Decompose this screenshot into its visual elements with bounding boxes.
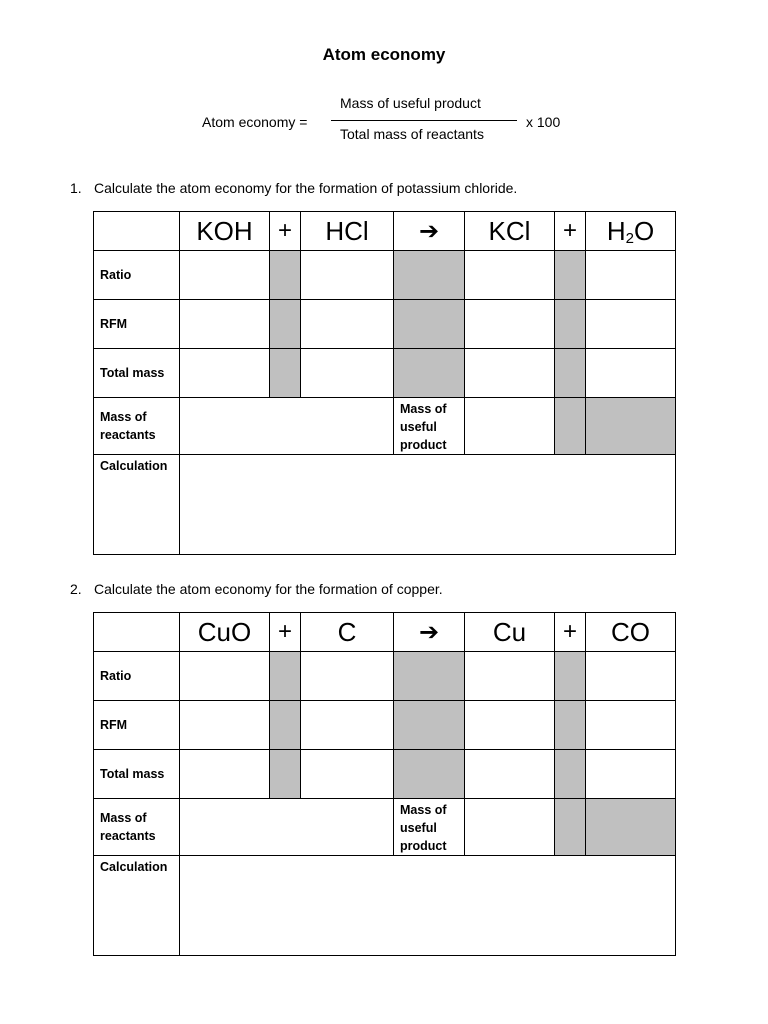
product-1: KCl xyxy=(465,212,555,251)
formula-numerator: Mass of useful product xyxy=(340,95,481,111)
answer-cell[interactable] xyxy=(586,701,676,750)
arrow-icon: ➔ xyxy=(394,212,465,251)
shaded-cell xyxy=(394,701,465,750)
product-1: Cu xyxy=(465,613,555,652)
plus-sign: + xyxy=(555,613,586,652)
formula-multiplier: x 100 xyxy=(526,114,561,130)
arrow-icon: ➔ xyxy=(394,613,465,652)
shaded-cell xyxy=(270,750,301,799)
mass-of-useful-product-answer[interactable] xyxy=(465,799,555,856)
mass-row xyxy=(94,799,676,856)
question-text: Calculate the atom economy for the formation of potassium chloride. xyxy=(94,180,518,196)
product-2-subscript: 2 xyxy=(625,229,634,247)
row-label-ratio: Ratio xyxy=(94,251,180,300)
shaded-cell xyxy=(555,750,586,799)
formula-label: Atom economy = xyxy=(202,114,308,130)
product-2-main: CO xyxy=(611,616,650,647)
row-label-mass-of-reactants: Mass of reactants xyxy=(94,398,180,455)
reactant-2: HCl xyxy=(301,212,394,251)
reactant-1: CuO xyxy=(180,613,270,652)
reactant-2: C xyxy=(301,613,394,652)
shaded-cell xyxy=(394,652,465,701)
calculation-row xyxy=(94,856,676,956)
product-2-main: H xyxy=(606,215,626,246)
answer-cell[interactable] xyxy=(465,750,555,799)
rfm-row xyxy=(94,701,676,750)
ratio-row xyxy=(94,251,676,300)
answer-cell[interactable] xyxy=(180,251,270,300)
row-label-ratio: Ratio xyxy=(94,652,180,701)
calculation-answer[interactable] xyxy=(180,856,676,956)
shaded-cell xyxy=(555,300,586,349)
row-label-mass-of-reactants: Mass of reactants xyxy=(94,799,180,856)
mass-row xyxy=(94,398,676,455)
answer-cell[interactable] xyxy=(301,701,394,750)
answer-cell[interactable] xyxy=(180,652,270,701)
product-2 xyxy=(586,613,676,652)
shaded-cell xyxy=(586,799,676,856)
shaded-cell xyxy=(394,750,465,799)
answer-cell[interactable] xyxy=(586,750,676,799)
calculation-answer[interactable] xyxy=(180,455,676,555)
product-2-tail: O xyxy=(633,215,655,246)
fraction-bar xyxy=(331,120,517,121)
worksheet-table-1 xyxy=(93,211,676,555)
question-1 xyxy=(70,180,517,196)
answer-cell[interactable] xyxy=(180,300,270,349)
answer-cell[interactable] xyxy=(465,701,555,750)
question-text: Calculate the atom economy for the formation of copper. xyxy=(94,581,443,597)
answer-cell[interactable] xyxy=(465,300,555,349)
reactant-1: KOH xyxy=(180,212,270,251)
formula-denominator: Total mass of reactants xyxy=(340,126,484,142)
answer-cell[interactable] xyxy=(180,349,270,398)
shaded-cell xyxy=(555,799,586,856)
total-mass-row xyxy=(94,750,676,799)
answer-cell[interactable] xyxy=(180,701,270,750)
answer-cell[interactable] xyxy=(586,251,676,300)
shaded-cell xyxy=(270,300,301,349)
shaded-cell xyxy=(586,398,676,455)
answer-cell[interactable] xyxy=(180,750,270,799)
mass-of-reactants-answer[interactable] xyxy=(180,398,394,455)
shaded-cell xyxy=(555,398,586,455)
plus-sign: + xyxy=(555,212,586,251)
worksheet-table-2 xyxy=(93,612,676,956)
answer-cell[interactable] xyxy=(465,349,555,398)
shaded-cell xyxy=(555,349,586,398)
plus-sign: + xyxy=(270,613,301,652)
equation-row xyxy=(94,212,676,251)
row-label-mass-of-useful-product: Mass of useful product xyxy=(394,799,465,856)
calculation-row xyxy=(94,455,676,555)
answer-cell[interactable] xyxy=(586,349,676,398)
shaded-cell xyxy=(270,652,301,701)
mass-of-reactants-answer[interactable] xyxy=(180,799,394,856)
product-2 xyxy=(586,212,676,251)
row-label-total-mass: Total mass xyxy=(94,349,180,398)
row-label-mass-of-useful-product: Mass of useful product xyxy=(394,398,465,455)
ratio-row xyxy=(94,652,676,701)
page-title: Atom economy xyxy=(322,45,446,64)
shaded-cell xyxy=(555,251,586,300)
plus-sign: + xyxy=(270,212,301,251)
question-2 xyxy=(70,581,443,597)
answer-cell[interactable] xyxy=(301,652,394,701)
row-label-rfm: RFM xyxy=(94,701,180,750)
answer-cell[interactable] xyxy=(301,300,394,349)
shaded-cell xyxy=(270,349,301,398)
answer-cell[interactable] xyxy=(586,652,676,701)
answer-cell[interactable] xyxy=(586,300,676,349)
row-label-calculation: Calculation xyxy=(94,856,180,956)
answer-cell[interactable] xyxy=(465,251,555,300)
shaded-cell xyxy=(394,300,465,349)
answer-cell[interactable] xyxy=(301,349,394,398)
mass-of-useful-product-answer[interactable] xyxy=(465,398,555,455)
question-number: 1. xyxy=(70,180,82,196)
corner-cell xyxy=(94,613,180,652)
row-label-calculation: Calculation xyxy=(94,455,180,555)
answer-cell[interactable] xyxy=(301,251,394,300)
row-label-rfm: RFM xyxy=(94,300,180,349)
atom-economy-formula xyxy=(0,92,768,148)
question-number: 2. xyxy=(70,581,82,597)
equation-row xyxy=(94,613,676,652)
shaded-cell xyxy=(270,251,301,300)
answer-cell[interactable] xyxy=(301,750,394,799)
shaded-cell xyxy=(394,251,465,300)
rfm-row xyxy=(94,300,676,349)
answer-cell[interactable] xyxy=(465,652,555,701)
shaded-cell xyxy=(394,349,465,398)
corner-cell xyxy=(94,212,180,251)
shaded-cell xyxy=(270,701,301,750)
total-mass-row xyxy=(94,349,676,398)
shaded-cell xyxy=(555,652,586,701)
shaded-cell xyxy=(555,701,586,750)
row-label-total-mass: Total mass xyxy=(94,750,180,799)
